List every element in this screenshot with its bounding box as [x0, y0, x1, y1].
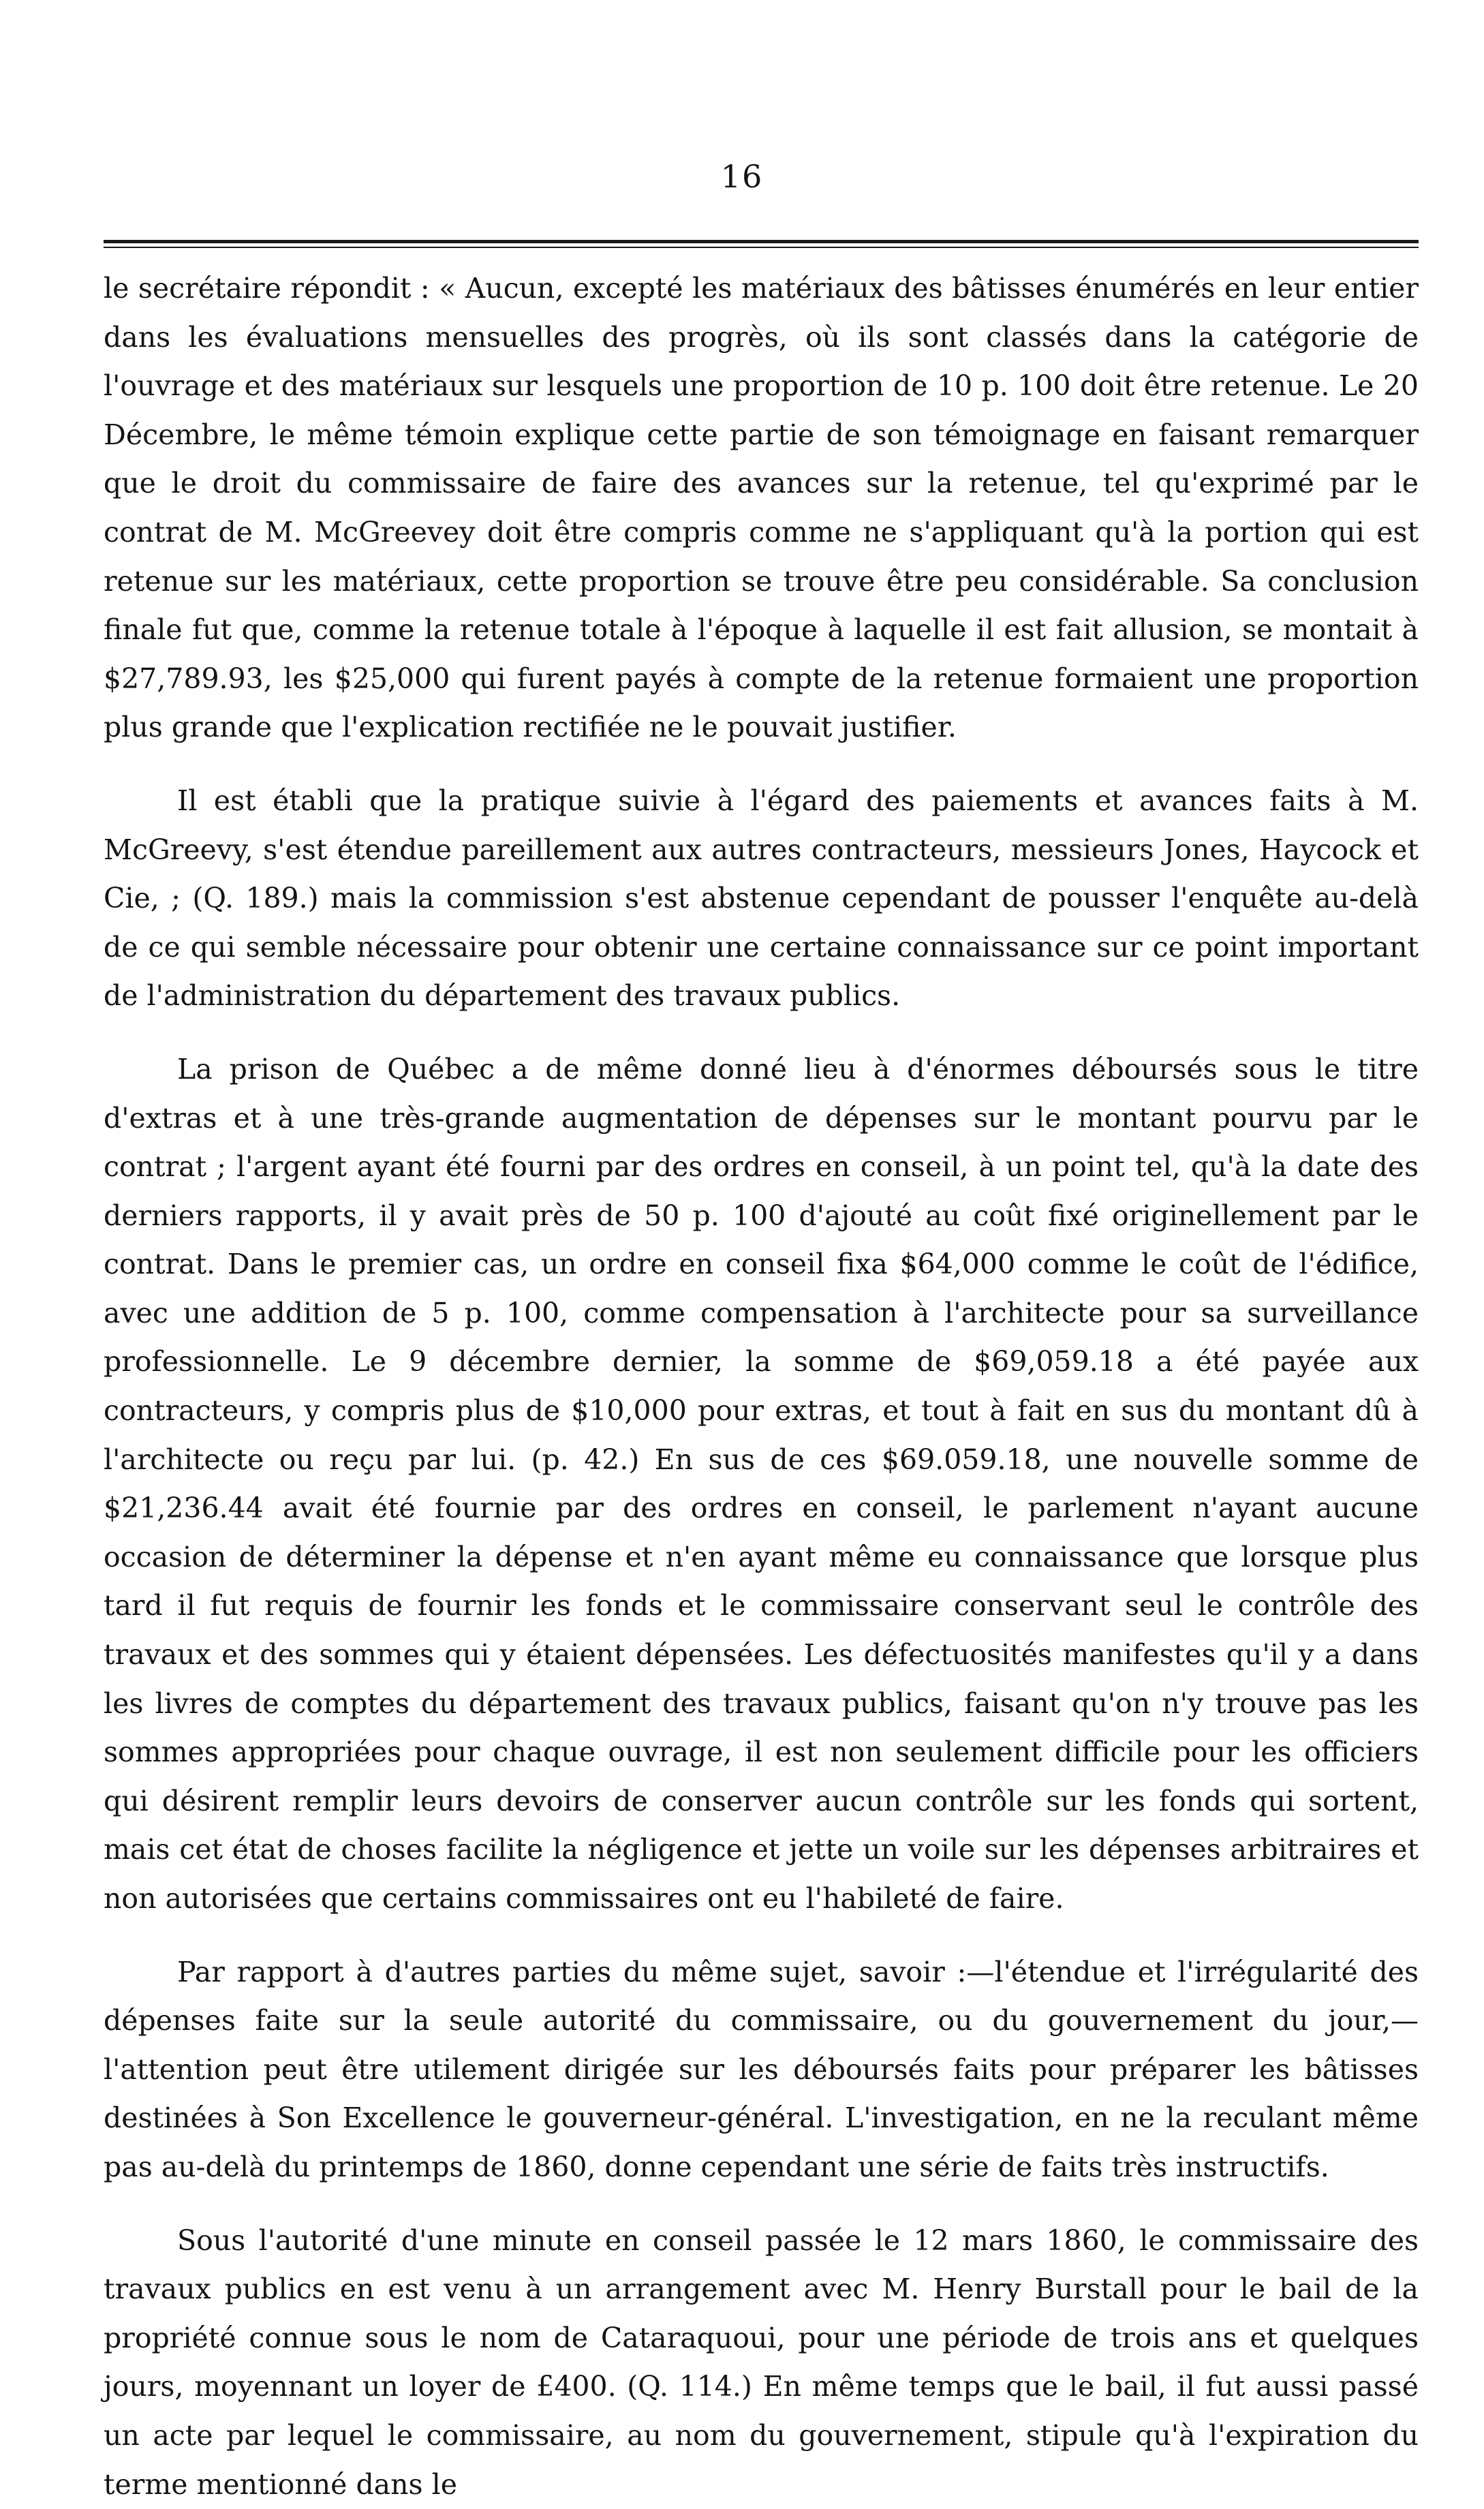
page-number: 16 — [720, 158, 764, 195]
header-rule-thick — [104, 240, 1419, 243]
body-text — [104, 264, 1419, 2509]
paragraph-5: Sous l'autorité d'une minute en conseil passée le 12 mars 1860, le commissaire des travaux publics en est venu à un arrangement avec M. Henry Burstall pour le bail de la propriété connue sous le nom de Cataraquoui, pour une période de trois ans et quelques jours, moyennant un loyer de £400. (Q. 114.) En même temps que le bail, il fut aussi passé un acte par lequel le commissaire, au nom du gouvernement, stipule qu'à l'expiration du terme mentionné dans le — [104, 2223, 1419, 2501]
header-rule-thin — [104, 247, 1419, 248]
paragraph-3: La prison de Québec a de même donné lieu à d'énormes déboursés sous le titre d'extras et à une très-grande augmentation de dépenses sur le montant pourvu par le contrat ; l'argent ayant été fourni par des ordres en conseil, à un point tel, qu'à la date des derniers rapports, il y avait près de 50 p. 100 d'ajouté au coût fixé originellement par le contrat. Dans le premier cas, un ordre en conseil fixa $64,000 comme le coût de l'édifice, avec une addition de 5 p. 100, comme compensation à l'architecte pour sa surveillance professionnelle. Le 9 décembre dernier, la somme de $69,059.18 a été payée aux contracteurs, y compris plus de $10,000 pour extras, et tout à fait en sus du montant dû à l'architecte ou reçu par lui. (p. 42.) En sus de ces $69.059.18, une nouvelle somme de $21,236.44 avait été fournie par des ordres en conseil, le parlement n'ayant aucune occasion de déterminer la dépense et n'en ayant même eu connaissance que lorsque plus tard il fut requis de fournir les fonds et le commissaire conservant seul le contrôle des travaux et des sommes qui y étaient dépensées. Les défectuosités manifestes qu'il y a dans les livres de comptes du département des travaux publics, faisant qu'on n'y trouve pas les sommes appropriées pour chaque ouvrage, il est non seulement difficile pour les officiers qui désirent remplir leurs devoirs de conserver aucun contrôle sur les fonds qui sortent, mais cet état de choses facilite la négligence et jette un voile sur les dépenses arbitraires et non autorisées que certains commissaires ont eu l'habileté de faire. — [104, 1052, 1419, 1915]
paragraph-2: Il est établi que la pratique suivie à l'égard des paiements et avances faits à M. McGreevy, s'est étendue pareillement aux autres contracteurs, messieurs Jones, Haycock et Cie, ; (Q. 189.) mais la commission s'est abstenue cependant de pousser l'enquête au-delà de ce qui semble nécessaire pour obtenir une certaine connaissance sur ce point important de l'administration du département des travaux publics. — [104, 784, 1419, 1013]
paragraph-1: le secrétaire répondit : « Aucun, excepté les matériaux des bâtisses énumérés en leur entier dans les évaluations mensuelles des progrès, où ils sont classés dans la catégorie de l'ouvrage et des matériaux sur lesquels une proportion de 10 p. 100 doit être retenue. Le 20 Décembre, le même témoin explique cette partie de son témoignage en faisant remarquer que le droit du commissaire de faire des avances sur la retenue, tel qu'exprimé par le contrat de M. McGreevey doit être compris comme ne s'appliquant qu'à la portion qui est retenue sur les matériaux, cette proportion se trouve être peu considérable. Sa conclusion finale fut que, comme la retenue totale à l'époque à laquelle il est fait allusion, se montait à $27,789.93, les $25,000 qui furent payés à compte de la retenue formaient une proportion plus grande que l'explication rectifiée ne le pouvait justifier. — [104, 272, 1419, 744]
paragraph-4: Par rapport à d'autres parties du même sujet, savoir :—l'étendue et l'irrégularité des dépenses faite sur la seule autorité du commissaire, ou du gouvernement du jour,—l'attention peut être utilement dirigée sur les déboursés faits pour préparer les bâtisses destinées à Son Excellence le gouverneur-général. L'investigation, en ne la reculant même pas au-delà du printemps de 1860, donne cependant une série de faits très instructifs. — [104, 1955, 1419, 2183]
